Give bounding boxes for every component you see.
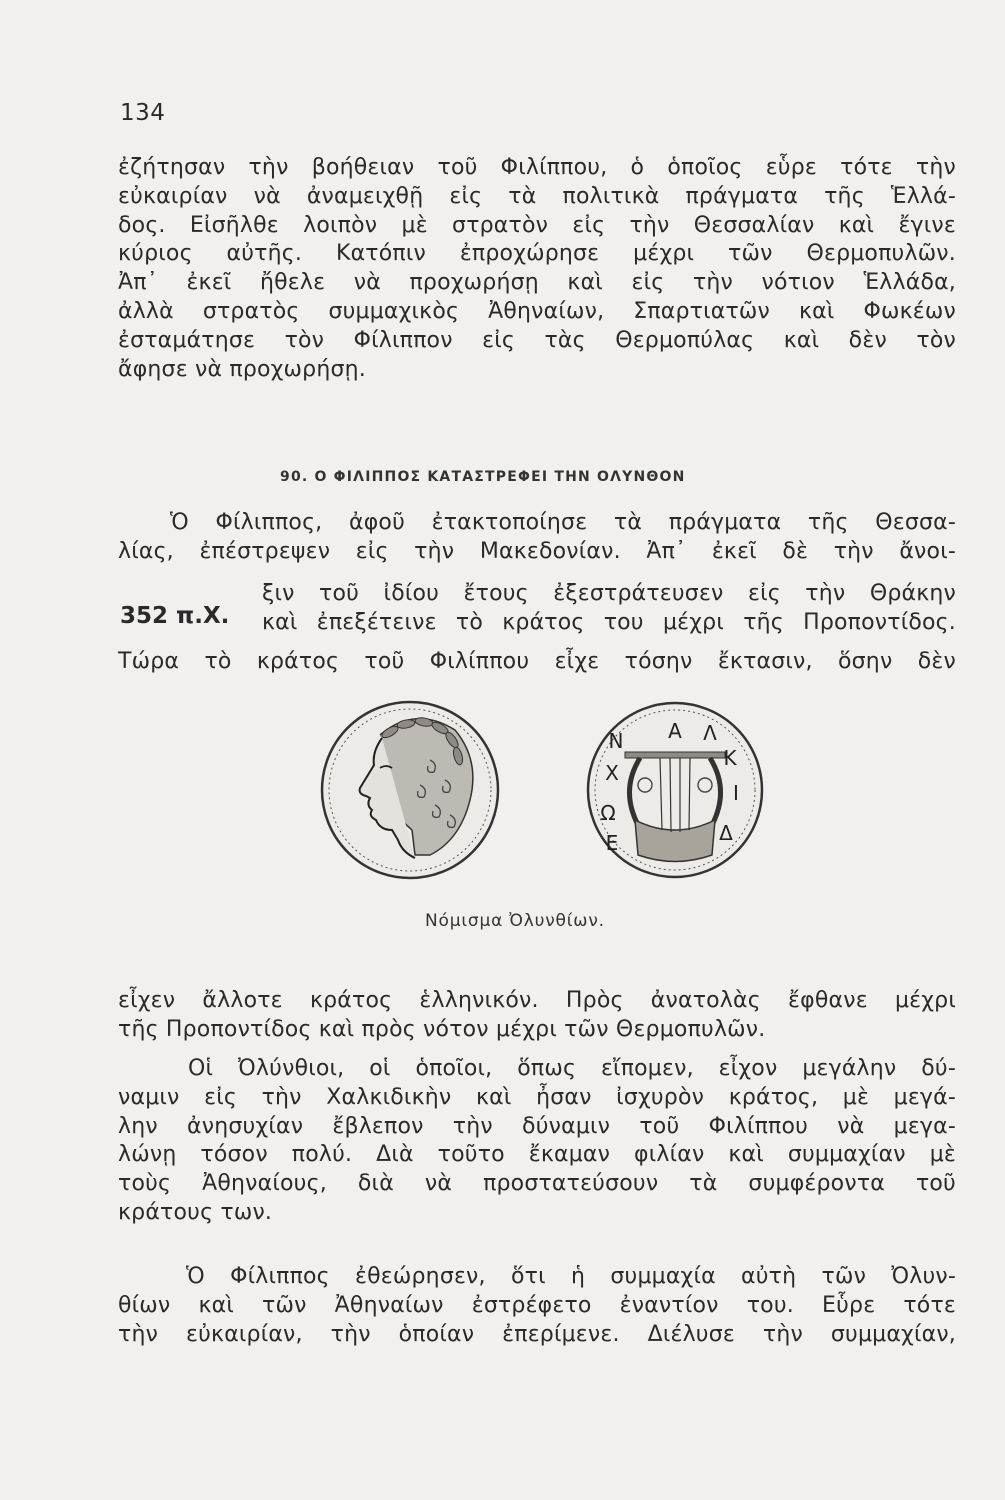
text-line: λην ἀνησυχίαν ἔβλεπον τὴν δύναμιν τοῦ Φιλίππου νὰ μεγα- [118,1113,956,1139]
text-line: Ὁ Φίλιππος, ἀφοῦ ἐτακτοποίησε τὰ πράγματα τῆς Θεσσα- [170,510,956,535]
paragraph-2 [118,509,956,567]
coin-letter: Ω [600,801,616,825]
paragraph-2-tail [118,648,956,677]
paragraph-2-indented [262,580,956,638]
text-line: ξιν τοῦ ἰδίου ἔτους ἐξεστράτευσεν εἰς τὴν Θράκην [262,581,956,606]
text-line: Ὁ Φίλιππος ἐθεώρησεν, ὅτι ἡ συμμαχία αὐτὴ τῶν Ὀλυν- [186,1264,956,1289]
text-line: λίας, ἐπέστρεψεν εἰς τὴν Μακεδονίαν. Ἀπ᾽ ἐκεῖ δὲ τὴν ἄνοι- [118,538,956,564]
text-line: κύριος αὐτῆς. Κατόπιν ἐπροχώρησε μέχρι τῶν Θερμοπυλῶν. [118,241,956,267]
coin-letter: Ε [605,831,619,855]
text-line: εὐκαιρίαν νὰ ἀναμειχθῇ εἰς τὰ πολιτικὰ πράγματα τῆς Ἑλλά- [118,183,956,209]
laureate-head-coin-icon [322,702,498,878]
text-line: ναμιν εἰς τὴν Χαλκιδικὴν καὶ ἦσαν ἰσχυρὸν κράτος, μὲ μεγά- [118,1084,956,1110]
text-line: εἶχεν ἄλλοτε κράτος ἑλληνικόν. Πρὸς ἀνατολὰς ἔφθανε μέχρι [118,988,956,1013]
text-line: Οἱ Ὀλύνθιοι, οἱ ὁποῖοι, ὅπως εἴπομεν, εἶχον μεγάλην δύ- [188,1056,956,1081]
text-line: λώνῃ τόσον πολύ. Διὰ τοῦτο ἔκαμαν φιλίαν καὶ συμμαχίαν μὲ [118,1142,956,1168]
text-line: ἄφησε νὰ προχωρήσῃ. [118,356,366,382]
coin-illustration [320,690,790,890]
text-line: Ἀπ᾽ ἐκεῖ ἤθελε νὰ προχωρήσῃ καὶ εἰς τὴν νότιον Ἑλλάδα, [118,270,956,296]
coin-letter: Ν [608,729,624,753]
paragraph-3 [118,987,956,1045]
kithara-lyre-coin-icon [588,703,762,877]
coin-letter: Α [668,719,682,743]
text-line: τὴν εὐκαιρίαν, τὴν ὁποίαν ἐπερίμενε. Διέλυσε τὴν συμμαχίαν, [118,1321,956,1347]
coin-figure [320,690,790,890]
paragraph-4 [118,1055,956,1228]
text-line: ἐσταμάτησε τὸν Φίλιππον εἰς τὰς Θερμοπύλας καὶ δὲν τὸν [118,327,956,353]
text-line: Τώρα τὸ κράτος τοῦ Φιλίππου εἶχε τόσην ἔκτασιν, ὅσην δὲν [118,649,956,674]
text-line: δος. Εἰσῆλθε λοιπὸν μὲ στρατὸν εἰς τὴν Θεσσαλίαν καὶ ἔγινε [118,212,956,238]
text-line: τοὺς Ἀθηναίους, διὰ νὰ προστατεύσουν τὰ συμφέροντα τοῦ [118,1171,956,1197]
paragraph-5 [118,1263,956,1349]
text-line: κράτους των. [118,1199,273,1225]
coin-letter: Λ [703,721,717,745]
text-line: ἐζήτησαν τὴν βοήθειαν τοῦ Φιλίππου, ὁ ὁποῖος εὗρε τότε τὴν [118,155,956,180]
date-margin-note: 352 π.Χ. [120,603,230,629]
page-number: 134 [120,100,166,126]
coin-letter: Δ [719,821,733,845]
text-line: τῆς Προποντίδος καὶ πρὸς νότον μέχρι τῶν Θερμοπυλῶν. [118,1016,766,1042]
section-heading: 90. Ο ΦΙΛΙΠΠΟΣ ΚΑΤΑΣΤΡΕΦΕΙ ΤΗΝ ΟΛΥΝΘΟΝ [280,469,686,485]
paragraph-1 [118,154,956,384]
coin-letter: Κ [723,746,737,770]
coin-letter: Ι [733,781,739,805]
text-line: θίων καὶ τῶν Ἀθηναίων ἐστρέφετο ἐναντίον του. Εὗρε τότε [118,1292,956,1318]
text-line: ἀλλὰ στρατὸς συμμαχικὸς Ἀθηναίων, Σπαρτιατῶν καὶ Φωκέων [118,298,956,324]
figure-caption: Νόμισμα Ὀλυνθίων. [425,911,605,931]
coin-letter: Χ [605,761,619,785]
text-line: καὶ ἐπεξέτεινε τὸ κράτος του μέχρι τῆς Προποντίδος. [262,609,956,635]
